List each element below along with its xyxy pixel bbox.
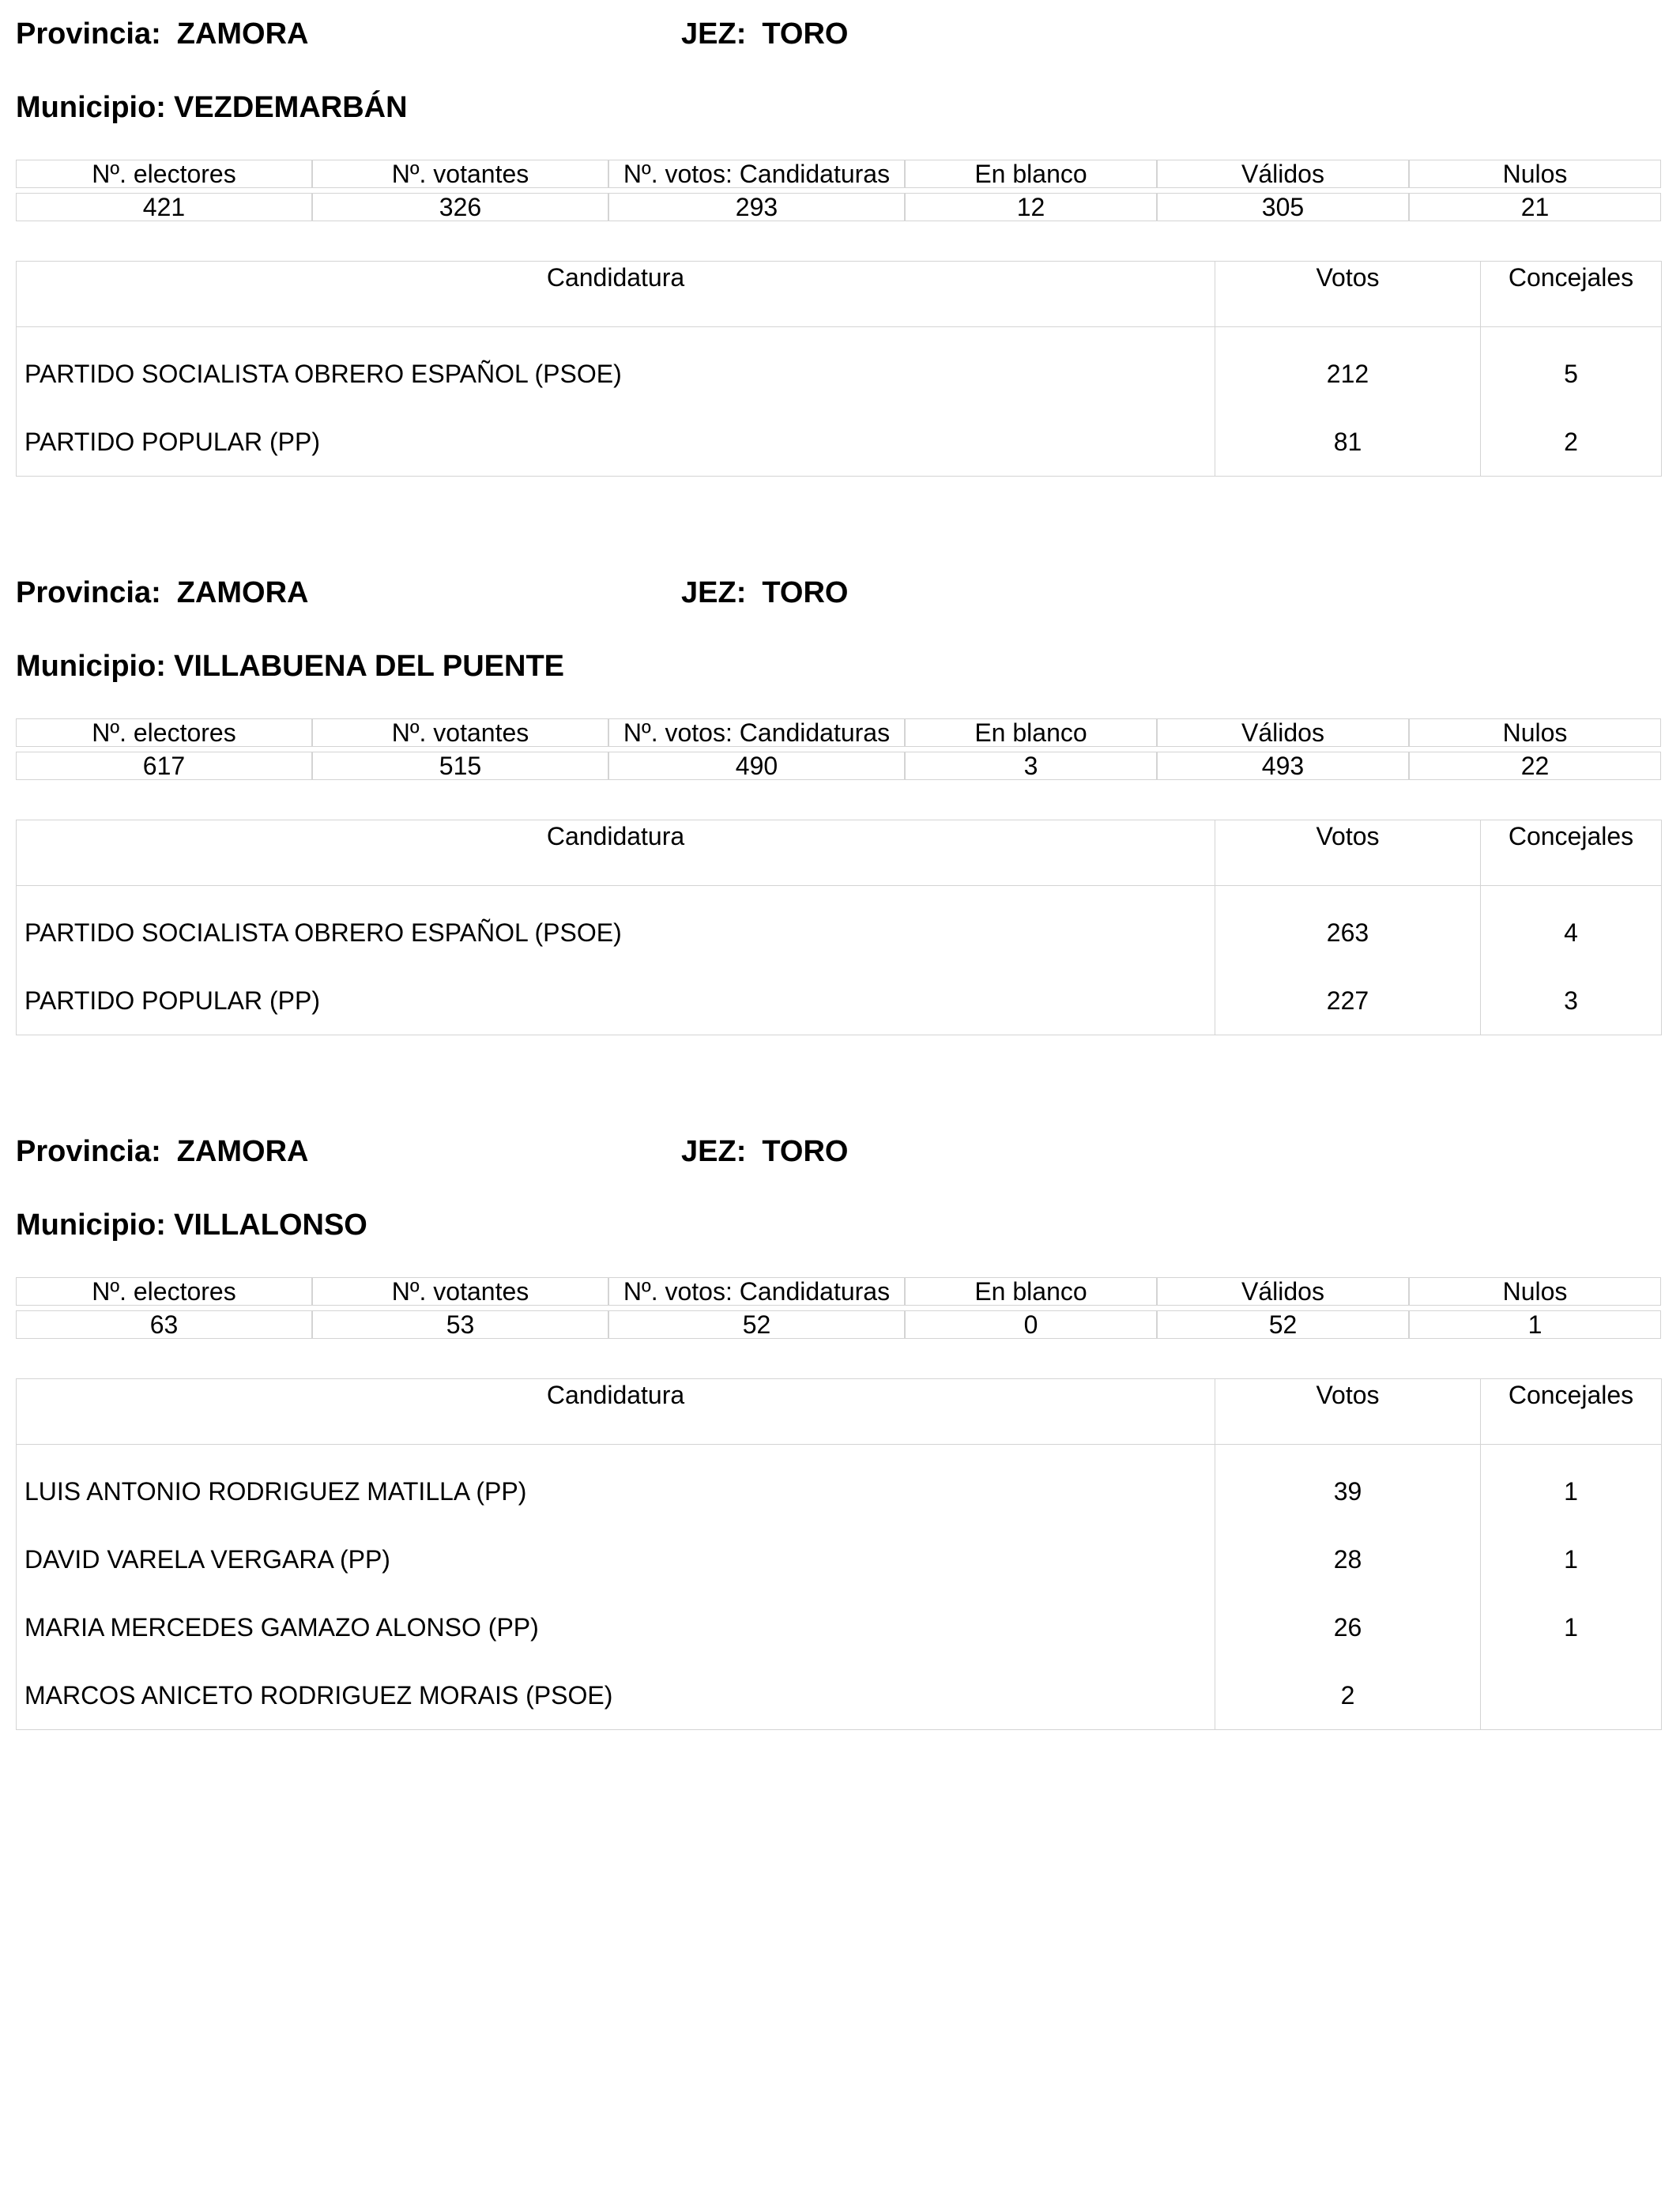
- stats-value-row: [16, 752, 1661, 780]
- stats-header: Nº. electores: [16, 718, 312, 747]
- candidate-name: PARTIDO POPULAR (PP): [24, 427, 320, 456]
- candidate-name: MARCOS ANICETO RODRIGUEZ MORAIS (PSOE): [24, 1680, 613, 1710]
- stats-value: 12: [905, 193, 1157, 221]
- provincia-value: ZAMORA: [176, 17, 309, 51]
- stats-header: Válidos: [1157, 718, 1409, 747]
- stats-value: 326: [312, 193, 608, 221]
- candidatura-header: Candidatura: [17, 820, 1215, 886]
- stats-header: En blanco: [905, 160, 1157, 188]
- stats-header: Nulos: [1409, 1277, 1661, 1306]
- provincia-label: Provincia:: [16, 17, 161, 51]
- candidates-header-row: [17, 262, 1662, 327]
- votos-header: Votos: [1215, 820, 1481, 886]
- candidate-votos: 26: [1215, 1593, 1481, 1661]
- stats-header: Válidos: [1157, 1277, 1409, 1306]
- candidate-concejales: 2: [1481, 408, 1662, 477]
- municipio-value: VILLABUENA DEL PUENTE: [173, 650, 565, 683]
- candidate-votos: 227: [1215, 967, 1481, 1035]
- provincia-line: [16, 17, 309, 51]
- stats-value: 515: [312, 752, 608, 780]
- candidatura-header: Candidatura: [17, 1379, 1215, 1445]
- stats-value: 3: [905, 752, 1157, 780]
- provincia-line: [16, 1135, 309, 1169]
- candidate-name: PARTIDO SOCIALISTA OBRERO ESPAÑOL (PSOE): [24, 359, 622, 388]
- provincia-label: Provincia:: [16, 576, 161, 609]
- candidate-row: [17, 967, 1662, 1035]
- stats-value: 22: [1409, 752, 1661, 780]
- stats-value: 617: [16, 752, 312, 780]
- stats-header: En blanco: [905, 1277, 1157, 1306]
- candidates-table: [16, 820, 1662, 1035]
- stats-value: 490: [608, 752, 905, 780]
- candidate-concejales: 1: [1481, 1593, 1662, 1661]
- stats-header: Nº. votos: Candidaturas: [608, 1277, 905, 1306]
- concejales-header: Concejales: [1481, 262, 1662, 327]
- stats-header: Válidos: [1157, 160, 1409, 188]
- stats-value: 293: [608, 193, 905, 221]
- provincia-label: Provincia:: [16, 1135, 161, 1168]
- candidate-concejales: 1: [1481, 1445, 1662, 1526]
- candidate-votos: 2: [1215, 1661, 1481, 1730]
- stats-header: Nº. votos: Candidaturas: [608, 160, 905, 188]
- jez-value: TORO: [762, 576, 849, 609]
- votos-header: Votos: [1215, 262, 1481, 327]
- jez-label: JEZ:: [681, 17, 747, 51]
- candidate-concejales: 5: [1481, 327, 1662, 409]
- stats-header-row: [16, 718, 1661, 747]
- stats-header: Nº. electores: [16, 160, 312, 188]
- municipio-label: Municipio:: [16, 650, 166, 683]
- municipio-value: VEZDEMARBÁN: [173, 91, 408, 124]
- candidate-row: [17, 1445, 1662, 1526]
- provincia-value: ZAMORA: [176, 576, 309, 609]
- municipio-value: VILLALONSO: [173, 1208, 367, 1242]
- stats-header-row: [16, 1277, 1661, 1306]
- stats-header: Nº. votos: Candidaturas: [608, 718, 905, 747]
- stats-value: 52: [608, 1310, 905, 1339]
- candidate-votos: 212: [1215, 327, 1481, 409]
- stats-table: [16, 160, 1661, 221]
- stats-value: 493: [1157, 752, 1409, 780]
- candidates-header-row: [17, 1379, 1662, 1445]
- provincia-value: ZAMORA: [176, 1135, 309, 1168]
- candidate-row: [17, 1593, 1662, 1661]
- municipio-label: Municipio:: [16, 1208, 166, 1242]
- concejales-header: Concejales: [1481, 1379, 1662, 1445]
- stats-header: Nulos: [1409, 160, 1661, 188]
- provincia-line: [16, 576, 309, 610]
- jez-label: JEZ:: [681, 1135, 747, 1168]
- candidate-row: [17, 408, 1662, 477]
- stats-value: 63: [16, 1310, 312, 1339]
- stats-value: 52: [1157, 1310, 1409, 1339]
- candidate-votos: 263: [1215, 886, 1481, 967]
- candidates-table: [16, 1378, 1662, 1730]
- candidate-concejales: 3: [1481, 967, 1662, 1035]
- candidate-name: LUIS ANTONIO RODRIGUEZ MATILLA (PP): [24, 1476, 527, 1506]
- stats-header-row: [16, 160, 1661, 188]
- stats-header: Nº. electores: [16, 1277, 312, 1306]
- stats-header: Nulos: [1409, 718, 1661, 747]
- municipio-label: Municipio:: [16, 91, 166, 124]
- candidate-votos: 39: [1215, 1445, 1481, 1526]
- candidate-name: PARTIDO POPULAR (PP): [24, 986, 320, 1015]
- jez-line: [681, 576, 848, 610]
- candidates-table: [16, 261, 1662, 477]
- concejales-header: Concejales: [1481, 820, 1662, 886]
- jez-label: JEZ:: [681, 576, 747, 609]
- stats-header: Nº. votantes: [312, 718, 608, 747]
- stats-value: 1: [1409, 1310, 1661, 1339]
- stats-value-row: [16, 1310, 1661, 1339]
- candidate-row: [17, 886, 1662, 967]
- jez-value: TORO: [762, 1135, 849, 1168]
- stats-value: 0: [905, 1310, 1157, 1339]
- jez-value: TORO: [762, 17, 849, 51]
- candidate-name: PARTIDO SOCIALISTA OBRERO ESPAÑOL (PSOE): [24, 918, 622, 947]
- candidatura-header: Candidatura: [17, 262, 1215, 327]
- municipio-line: [16, 1208, 367, 1242]
- candidate-votos: 28: [1215, 1525, 1481, 1593]
- candidate-row: [17, 1661, 1662, 1730]
- stats-header: Nº. votantes: [312, 1277, 608, 1306]
- municipio-line: [16, 650, 564, 684]
- candidate-row: [17, 327, 1662, 409]
- stats-value: 421: [16, 193, 312, 221]
- candidate-concejales: 4: [1481, 886, 1662, 967]
- candidates-header-row: [17, 820, 1662, 886]
- votos-header: Votos: [1215, 1379, 1481, 1445]
- stats-value: 53: [312, 1310, 608, 1339]
- candidate-row: [17, 1525, 1662, 1593]
- stats-table: [16, 718, 1661, 780]
- stats-table: [16, 1277, 1661, 1339]
- stats-header: Nº. votantes: [312, 160, 608, 188]
- candidate-concejales: 1: [1481, 1525, 1662, 1593]
- stats-value-row: [16, 193, 1661, 221]
- candidate-name: DAVID VARELA VERGARA (PP): [24, 1544, 390, 1574]
- jez-line: [681, 17, 848, 51]
- candidate-name: MARIA MERCEDES GAMAZO ALONSO (PP): [24, 1612, 539, 1642]
- stats-value: 305: [1157, 193, 1409, 221]
- jez-line: [681, 1135, 848, 1169]
- stats-header: En blanco: [905, 718, 1157, 747]
- municipio-line: [16, 91, 408, 125]
- candidate-votos: 81: [1215, 408, 1481, 477]
- stats-value: 21: [1409, 193, 1661, 221]
- candidate-concejales: [1481, 1661, 1662, 1730]
